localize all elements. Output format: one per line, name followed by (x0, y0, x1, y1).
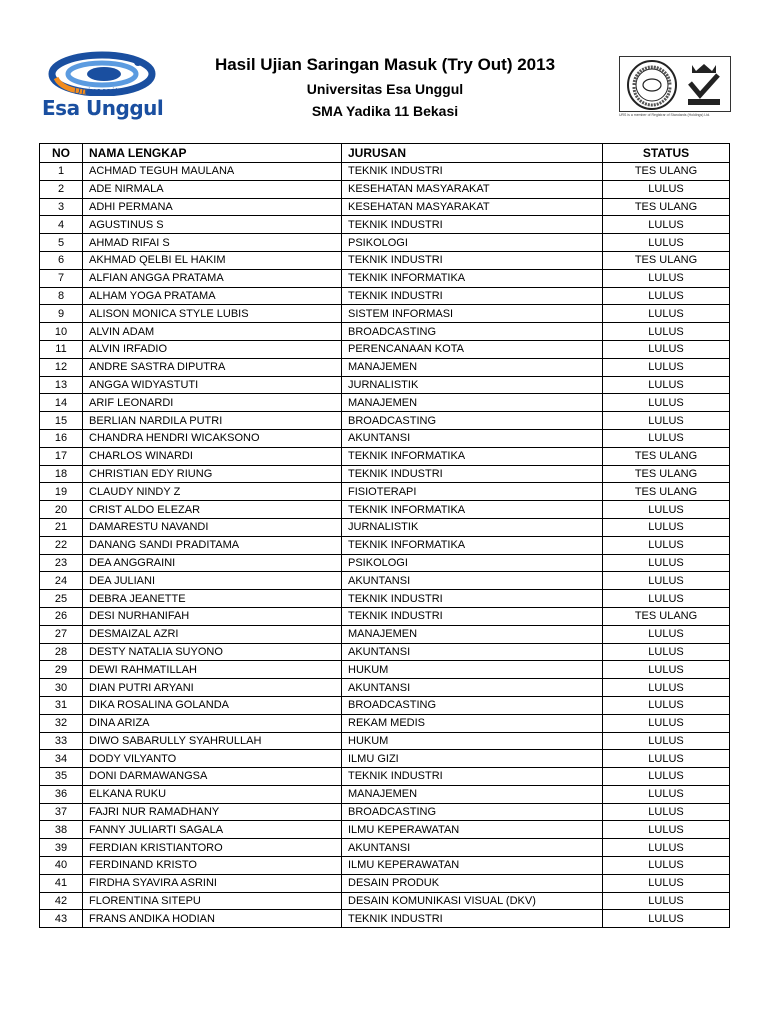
major: FISIOTERAPI (342, 483, 603, 501)
major: BROADCASTING (342, 323, 603, 341)
row-number: 1 (40, 163, 83, 181)
major: SISTEM INFORMASI (342, 305, 603, 323)
student-name: FERDINAND KRISTO (83, 857, 342, 875)
row-number: 11 (40, 340, 83, 358)
status-value: TES ULANG (603, 483, 730, 501)
major: ILMU KEPERAWATAN (342, 821, 603, 839)
student-name: ANGGA WIDYASTUTI (83, 376, 342, 394)
table-row (40, 536, 730, 554)
table-row (40, 750, 730, 768)
university-name: Universitas Esa Unggul (306, 81, 464, 97)
table-row (40, 572, 730, 590)
status-value: LULUS (603, 714, 730, 732)
row-number: 5 (40, 234, 83, 252)
student-name: AKHMAD QELBI EL HAKIM (83, 251, 342, 269)
row-number: 8 (40, 287, 83, 305)
status-value: LULUS (603, 234, 730, 252)
results-table (39, 143, 730, 928)
student-name: DIWO SABARULLY SYAHRULLAH (83, 732, 342, 750)
major: KESEHATAN MASYARAKAT (342, 198, 603, 216)
table-header-row (40, 144, 730, 163)
student-name: ALVIN IRFADIO (83, 340, 342, 358)
table-row (40, 874, 730, 892)
row-number: 34 (40, 750, 83, 768)
status-value: LULUS (603, 518, 730, 536)
student-name: FLORENTINA SITEPU (83, 892, 342, 910)
table-row (40, 590, 730, 608)
major: HUKUM (342, 732, 603, 750)
logo-university-label: Universitas (74, 86, 130, 96)
row-number: 15 (40, 412, 83, 430)
student-name: DESMAIZAL AZRI (83, 625, 342, 643)
ukas-crown-check-icon (682, 61, 726, 109)
status-value: LULUS (603, 821, 730, 839)
student-name: DAMARESTU NAVANDI (83, 518, 342, 536)
table-row (40, 839, 730, 857)
major: BROADCASTING (342, 696, 603, 714)
row-number: 29 (40, 661, 83, 679)
row-number: 25 (40, 590, 83, 608)
student-name: DESTY NATALIA SUYONO (83, 643, 342, 661)
table-row (40, 376, 730, 394)
row-number: 13 (40, 376, 83, 394)
row-number: 38 (40, 821, 83, 839)
status-value: TES ULANG (603, 465, 730, 483)
major: TEKNIK INDUSTRI (342, 251, 603, 269)
row-number: 24 (40, 572, 83, 590)
student-name: DEWI RAHMATILLAH (83, 661, 342, 679)
row-number: 10 (40, 323, 83, 341)
status-value: LULUS (603, 857, 730, 875)
major: KESEHATAN MASYARAKAT (342, 180, 603, 198)
student-name: CHANDRA HENDRI WICAKSONO (83, 429, 342, 447)
table-row (40, 518, 730, 536)
certification-block (619, 56, 731, 118)
row-number: 37 (40, 803, 83, 821)
student-name: ALISON MONICA STYLE LUBIS (83, 305, 342, 323)
status-value: LULUS (603, 536, 730, 554)
major: MANAJEMEN (342, 625, 603, 643)
table-row (40, 768, 730, 786)
status-value: LULUS (603, 696, 730, 714)
table-row (40, 323, 730, 341)
major: TEKNIK INDUSTRI (342, 216, 603, 234)
table-row (40, 679, 730, 697)
table-row (40, 340, 730, 358)
major: BROADCASTING (342, 803, 603, 821)
school-name: SMA Yadika 11 Bekasi (311, 103, 459, 119)
column-header-name: NAMA LENGKAP (83, 144, 342, 163)
column-header-status: STATUS (603, 144, 730, 163)
status-value: TES ULANG (603, 198, 730, 216)
status-value: LULUS (603, 216, 730, 234)
row-number: 2 (40, 180, 83, 198)
major: REKAM MEDIS (342, 714, 603, 732)
table-row (40, 429, 730, 447)
logo-name-label: Esa Unggul (42, 96, 164, 120)
table-row (40, 269, 730, 287)
major: ILMU KEPERAWATAN (342, 857, 603, 875)
urs-iso-seal-icon (626, 59, 678, 111)
major: DESAIN KOMUNIKASI VISUAL (DKV) (342, 892, 603, 910)
row-number: 4 (40, 216, 83, 234)
document-header (0, 0, 768, 140)
page-title: Hasil Ujian Saringan Masuk (Try Out) 2013 (214, 55, 556, 74)
certification-note: URS is a member of Registrar of Standards (Holdings) Ltd. (619, 113, 711, 117)
status-value: LULUS (603, 750, 730, 768)
row-number: 42 (40, 892, 83, 910)
table-row (40, 910, 730, 928)
major: PSIKOLOGI (342, 234, 603, 252)
status-value: LULUS (603, 910, 730, 928)
major: TEKNIK INFORMATIKA (342, 269, 603, 287)
table-row (40, 696, 730, 714)
row-number: 31 (40, 696, 83, 714)
student-name: DEBRA JEANETTE (83, 590, 342, 608)
status-value: LULUS (603, 892, 730, 910)
table-row (40, 661, 730, 679)
row-number: 43 (40, 910, 83, 928)
major: PERENCANAAN KOTA (342, 340, 603, 358)
status-value: LULUS (603, 803, 730, 821)
status-value: LULUS (603, 554, 730, 572)
table-row (40, 821, 730, 839)
student-name: ELKANA RUKU (83, 785, 342, 803)
status-value: LULUS (603, 269, 730, 287)
major: TEKNIK INDUSTRI (342, 910, 603, 928)
table-row (40, 180, 730, 198)
status-value: LULUS (603, 340, 730, 358)
table-row (40, 643, 730, 661)
table-row (40, 501, 730, 519)
student-name: ADHI PERMANA (83, 198, 342, 216)
table-row (40, 234, 730, 252)
major: TEKNIK INFORMATIKA (342, 447, 603, 465)
table-row (40, 803, 730, 821)
student-name: CHARLOS WINARDI (83, 447, 342, 465)
student-name: CLAUDY NINDY Z (83, 483, 342, 501)
status-value: LULUS (603, 394, 730, 412)
table-row (40, 394, 730, 412)
row-number: 35 (40, 768, 83, 786)
status-value: LULUS (603, 679, 730, 697)
table-row (40, 198, 730, 216)
student-name: DONI DARMAWANGSA (83, 768, 342, 786)
major: TEKNIK INDUSTRI (342, 287, 603, 305)
status-value: TES ULANG (603, 447, 730, 465)
table-row (40, 483, 730, 501)
certification-frame (619, 56, 731, 112)
status-value: TES ULANG (603, 163, 730, 181)
table-row (40, 714, 730, 732)
row-number: 6 (40, 251, 83, 269)
row-number: 39 (40, 839, 83, 857)
student-name: ADE NIRMALA (83, 180, 342, 198)
student-name: ALVIN ADAM (83, 323, 342, 341)
major: TEKNIK INDUSTRI (342, 590, 603, 608)
status-value: TES ULANG (603, 251, 730, 269)
student-name: AGUSTINUS S (83, 216, 342, 234)
status-value: LULUS (603, 839, 730, 857)
major: MANAJEMEN (342, 785, 603, 803)
row-number: 23 (40, 554, 83, 572)
status-value: LULUS (603, 590, 730, 608)
row-number: 41 (40, 874, 83, 892)
table-row (40, 163, 730, 181)
student-name: FAJRI NUR RAMADHANY (83, 803, 342, 821)
major: MANAJEMEN (342, 394, 603, 412)
row-number: 17 (40, 447, 83, 465)
table-row (40, 465, 730, 483)
status-value: LULUS (603, 412, 730, 430)
row-number: 27 (40, 625, 83, 643)
table-row (40, 785, 730, 803)
row-number: 26 (40, 607, 83, 625)
row-number: 16 (40, 429, 83, 447)
table-row (40, 857, 730, 875)
major: PSIKOLOGI (342, 554, 603, 572)
status-value: TES ULANG (603, 607, 730, 625)
status-value: LULUS (603, 287, 730, 305)
major: TEKNIK INFORMATIKA (342, 536, 603, 554)
status-value: LULUS (603, 625, 730, 643)
status-value: LULUS (603, 732, 730, 750)
student-name: ALHAM YOGA PRATAMA (83, 287, 342, 305)
row-number: 19 (40, 483, 83, 501)
table-row (40, 358, 730, 376)
student-name: CHRISTIAN EDY RIUNG (83, 465, 342, 483)
major: JURNALISTIK (342, 376, 603, 394)
student-name: FANNY JULIARTI SAGALA (83, 821, 342, 839)
student-name: AHMAD RIFAI S (83, 234, 342, 252)
status-value: LULUS (603, 501, 730, 519)
table-row (40, 216, 730, 234)
row-number: 12 (40, 358, 83, 376)
status-value: LULUS (603, 323, 730, 341)
student-name: DINA ARIZA (83, 714, 342, 732)
student-name: ANDRE SASTRA DIPUTRA (83, 358, 342, 376)
major: AKUNTANSI (342, 643, 603, 661)
row-number: 18 (40, 465, 83, 483)
major: AKUNTANSI (342, 839, 603, 857)
status-value: LULUS (603, 358, 730, 376)
status-value: LULUS (603, 429, 730, 447)
major: AKUNTANSI (342, 429, 603, 447)
row-number: 33 (40, 732, 83, 750)
status-value: LULUS (603, 376, 730, 394)
esa-unggul-logo-icon (38, 50, 164, 130)
row-number: 9 (40, 305, 83, 323)
status-value: LULUS (603, 661, 730, 679)
student-name: DIKA ROSALINA GOLANDA (83, 696, 342, 714)
table-row (40, 305, 730, 323)
student-name: DEA ANGGRAINI (83, 554, 342, 572)
row-number: 36 (40, 785, 83, 803)
major: AKUNTANSI (342, 679, 603, 697)
status-value: LULUS (603, 180, 730, 198)
status-value: LULUS (603, 572, 730, 590)
table-row (40, 554, 730, 572)
table-row (40, 607, 730, 625)
table-row (40, 892, 730, 910)
major: TEKNIK INDUSTRI (342, 607, 603, 625)
row-number: 32 (40, 714, 83, 732)
table-row (40, 412, 730, 430)
major: DESAIN PRODUK (342, 874, 603, 892)
row-number: 22 (40, 536, 83, 554)
major: MANAJEMEN (342, 358, 603, 376)
student-name: FERDIAN KRISTIANTORO (83, 839, 342, 857)
major: TEKNIK INDUSTRI (342, 163, 603, 181)
table-row (40, 447, 730, 465)
row-number: 3 (40, 198, 83, 216)
table-row (40, 625, 730, 643)
table-row (40, 732, 730, 750)
major: TEKNIK INFORMATIKA (342, 501, 603, 519)
row-number: 21 (40, 518, 83, 536)
student-name: DANANG SANDI PRADITAMA (83, 536, 342, 554)
row-number: 20 (40, 501, 83, 519)
student-name: FIRDHA SYAVIRA ASRINI (83, 874, 342, 892)
row-number: 40 (40, 857, 83, 875)
status-value: LULUS (603, 768, 730, 786)
row-number: 28 (40, 643, 83, 661)
student-name: FRANS ANDIKA HODIAN (83, 910, 342, 928)
title-block (180, 52, 590, 122)
row-number: 14 (40, 394, 83, 412)
row-number: 7 (40, 269, 83, 287)
student-name: DEA JULIANI (83, 572, 342, 590)
column-header-no: NO (40, 144, 83, 163)
student-name: DIAN PUTRI ARYANI (83, 679, 342, 697)
row-number: 30 (40, 679, 83, 697)
results-table-body (40, 163, 730, 928)
table-row (40, 287, 730, 305)
status-value: LULUS (603, 874, 730, 892)
major: JURNALISTIK (342, 518, 603, 536)
student-name: ALFIAN ANGGA PRATAMA (83, 269, 342, 287)
major: BROADCASTING (342, 412, 603, 430)
student-name: ACHMAD TEGUH MAULANA (83, 163, 342, 181)
major: HUKUM (342, 661, 603, 679)
major: TEKNIK INDUSTRI (342, 465, 603, 483)
status-value: LULUS (603, 643, 730, 661)
major: ILMU GIZI (342, 750, 603, 768)
student-name: DESI NURHANIFAH (83, 607, 342, 625)
table-row (40, 251, 730, 269)
major: AKUNTANSI (342, 572, 603, 590)
student-name: ARIF LEONARDI (83, 394, 342, 412)
major: TEKNIK INDUSTRI (342, 768, 603, 786)
student-name: DODY VILYANTO (83, 750, 342, 768)
status-value: LULUS (603, 305, 730, 323)
column-header-jurusan: JURUSAN (342, 144, 603, 163)
student-name: BERLIAN NARDILA PUTRI (83, 412, 342, 430)
status-value: LULUS (603, 785, 730, 803)
student-name: CRIST ALDO ELEZAR (83, 501, 342, 519)
